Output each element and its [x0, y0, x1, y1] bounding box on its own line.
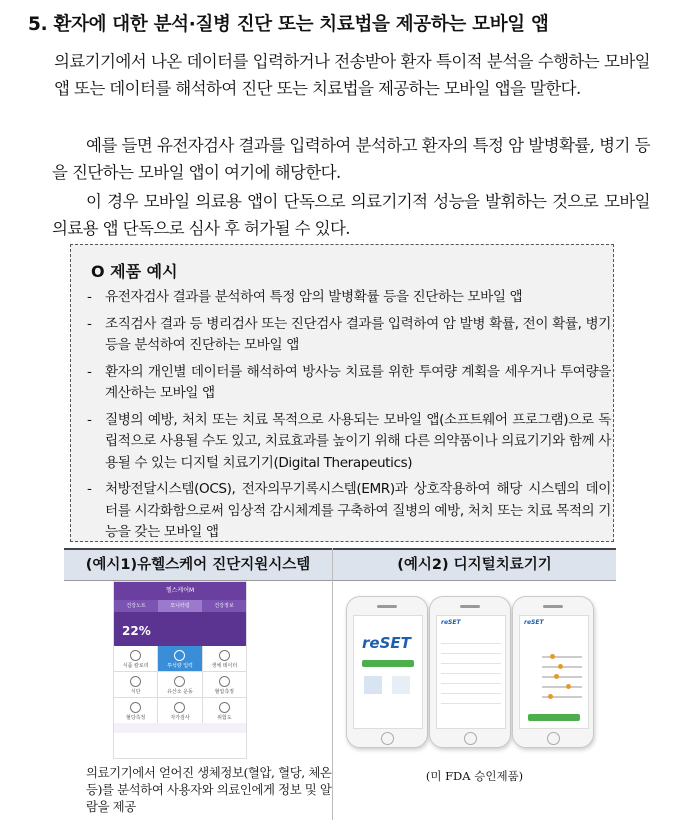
list-row	[441, 688, 501, 694]
product-examples-box	[70, 244, 614, 542]
list-item	[81, 410, 611, 475]
reset-chart-icon	[364, 676, 382, 694]
example-table	[64, 548, 616, 820]
app-footer	[114, 723, 246, 733]
table-header-example1: (예시1)유헬스케어 진단지원시스템	[64, 548, 332, 581]
reset-calendar-icon	[392, 676, 410, 694]
app-menu-cell: 식단	[114, 672, 157, 697]
paragraph-approval: 이 경우 모바일 의료용 앱이 단독으로 의료기기적 성능을 발휘하는 것으로 모바일 의료용 앱 단독으로 심사 후 허가될 수 있다.	[52, 192, 650, 238]
app-menu-cell: 혈압측정	[203, 672, 246, 697]
list-item	[81, 362, 611, 405]
paragraph-definition: 의료기기에서 나온 데이터를 입력하거나 전송받아 환자 특이적 분석을 수행하는 모바일 앱 또는 데이터를 해석하여 진단 또는 치료법을 제공하는 모바일 앱을 말한다.	[54, 52, 650, 98]
dash-bullet: -	[87, 411, 92, 428]
list-item-text: 환자의 개인별 데이터를 해석하여 방사능 치료를 위한 투여량 계획을 세우거나 투여량을 계산하는 모바일 앱	[105, 363, 611, 401]
list-item-text: 조직검사 결과 등 병리검사 또는 진단검사 결과를 입력하여 암 발병 확률, 전이 확률, 병기 등을 분석하여 진단하는 모바일 앱	[105, 315, 611, 353]
list-row	[441, 648, 501, 654]
reset-logo: reSET	[524, 619, 544, 626]
app-tab: 모니터링	[158, 600, 202, 612]
craving-slider	[542, 696, 582, 698]
dash-bullet: -	[87, 315, 92, 332]
list-row	[441, 668, 501, 674]
dash-bullet: -	[87, 289, 92, 305]
app-menu-cell: 자가검사	[158, 698, 201, 723]
craving-slider	[542, 656, 582, 658]
reset-phone-1	[346, 596, 428, 748]
list-item-text: 유전자검사 결과를 분석하여 특정 암의 발병확률 등을 진단하는 모바일 앱	[105, 289, 523, 305]
list-item	[81, 287, 611, 309]
app-tab: 건강노트	[126, 603, 146, 609]
reset-phone-3	[512, 596, 594, 748]
reset-screen	[353, 615, 423, 729]
list-row	[441, 658, 501, 664]
app-title-bar: 헬스케어M	[114, 582, 246, 600]
app-menu-cell: 혈당측정	[114, 698, 157, 723]
menu-icon	[130, 702, 141, 713]
menu-icon	[174, 702, 185, 713]
product-examples-list	[81, 287, 611, 549]
play-icon	[219, 650, 230, 661]
craving-slider	[542, 666, 582, 668]
table-header-example2: (예시2) 디지털치료기기	[333, 548, 616, 581]
uhealthcare-app-screenshot	[114, 582, 246, 758]
product-examples-title: O 제품 예시	[91, 262, 178, 281]
reset-screen	[519, 615, 589, 729]
phone-speaker	[460, 605, 480, 608]
menu-icon	[219, 702, 230, 713]
example1-caption: 의료기기에서 얻어진 생체정보(혈압, 혈당, 체온 등)를 분석하여 사용자와 의료인에게 정보 및 알람을 제공	[86, 765, 332, 814]
menu-icon	[174, 676, 185, 687]
list-item-text: 처방전달시스템(OCS), 전자의무기록시스템(EMR)과 상호작용하여 해당 시스템의 데이터를 시각화함으로써 임상적 감시체계를 구축하여 질병의 예방, 처치 또는 치료 목적의 기능을 갖는 모바일 앱	[105, 481, 611, 540]
app-tab: 건강정보	[214, 603, 234, 609]
reset-phone-2	[429, 596, 511, 748]
craving-slider	[542, 686, 582, 688]
menu-icon	[130, 650, 141, 661]
check-icon	[174, 650, 185, 661]
craving-slider	[542, 676, 582, 678]
reset-submit-button	[528, 714, 580, 721]
app-summary-panel	[114, 612, 246, 646]
menu-icon	[130, 676, 141, 687]
reset-logo: reSET	[362, 634, 411, 652]
menu-icon	[219, 676, 230, 687]
list-row	[441, 678, 501, 684]
app-menu-cell: 생체 데이터	[203, 646, 246, 671]
dash-bullet: -	[87, 481, 92, 497]
list-item	[81, 479, 611, 544]
phone-speaker	[377, 605, 397, 608]
home-button	[547, 732, 560, 745]
home-button	[381, 732, 394, 745]
list-row	[441, 698, 501, 704]
paragraph-example: 예를 들면 유전자검사 결과를 입력하여 분석하고 환자의 특정 암 발병확률, 병기 등을 진단하는 모바일 앱이 여기에 해당한다.	[52, 136, 650, 182]
app-percent: 22%	[122, 624, 151, 638]
app-menu-cell: 유산소 운동	[158, 672, 201, 697]
reset-green-button	[362, 660, 414, 667]
app-menu-cell: 투석량 입력	[158, 646, 201, 671]
app-menu-cell: 식품 칼로리	[114, 646, 157, 671]
list-row	[441, 638, 501, 644]
list-item-text: 질병의 예방, 처치 또는 치료 목적으로 사용되는 모바일 앱(소프트웨어 프로그램)으로 독립적으로 사용될 수도 있고, 치료효과를 높이기 위해 다른 의약품이나 의료기기와 함께 사용될 수 있는 디지털 치료기기(Digital Therapeutics)	[105, 411, 611, 471]
reset-screen	[436, 615, 506, 729]
phone-speaker	[543, 605, 563, 608]
reset-logo: reSET	[441, 619, 461, 626]
app-menu-grid	[114, 646, 246, 723]
app-tab-bar	[114, 600, 246, 612]
example2-caption: (미 FDA 승인제품)	[425, 769, 524, 783]
dash-bullet: -	[87, 363, 92, 380]
home-button	[464, 732, 477, 745]
app-menu-cell: 위험도	[203, 698, 246, 723]
section-heading: 5. 환자에 대한 분석·질병 진단 또는 치료법을 제공하는 모바일 앱	[28, 14, 549, 35]
list-item	[81, 314, 611, 357]
